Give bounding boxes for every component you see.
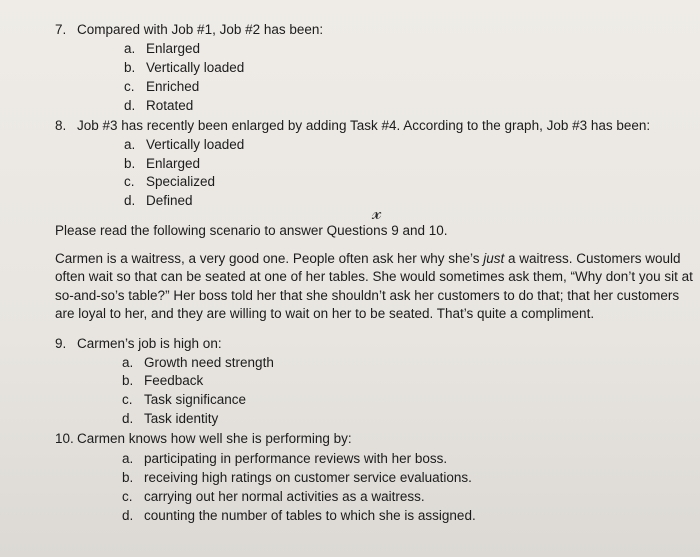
intro-text-after: and 10. bbox=[398, 223, 448, 238]
question-8 bbox=[55, 117, 650, 134]
intro-question-nine: 9 bbox=[391, 223, 399, 238]
scenario-line-3 bbox=[55, 287, 679, 304]
option-letter: b. bbox=[122, 470, 134, 485]
question-number: 10. bbox=[55, 431, 74, 446]
option-text: Enriched bbox=[146, 79, 200, 94]
q7-option-c bbox=[124, 78, 199, 95]
scenario-text: are loyal to her, and they are willing to wait on her to be seated. That’s quite a compliment. bbox=[55, 306, 595, 321]
option-text: Feedback bbox=[144, 373, 204, 388]
option-letter: b. bbox=[122, 373, 134, 388]
q9-option-a bbox=[122, 354, 274, 371]
option-text: Defined bbox=[146, 193, 193, 208]
question-text: Compared with Job #1, Job #2 has been: bbox=[77, 22, 324, 37]
q10-option-c bbox=[122, 488, 425, 505]
option-letter: a. bbox=[122, 451, 134, 466]
q10-option-d bbox=[122, 507, 476, 524]
q8-option-c bbox=[124, 173, 215, 190]
option-text: Vertically loaded bbox=[146, 60, 245, 75]
option-text: receiving high ratings on customer service evaluations. bbox=[144, 470, 472, 485]
option-text: participating in performance reviews with her boss. bbox=[144, 451, 448, 466]
option-text: Enlarged bbox=[146, 156, 201, 171]
option-letter: b. bbox=[124, 60, 136, 75]
option-text: Specialized bbox=[146, 174, 216, 189]
option-letter: a. bbox=[124, 41, 136, 56]
question-10 bbox=[55, 430, 352, 447]
option-letter: d. bbox=[124, 98, 136, 113]
intro-text-before: Please read the following scenario to answer Questions bbox=[55, 223, 392, 238]
question-text: Job #3 has recently been enlarged by adding Task #4. According to the graph, Job #3 has been: bbox=[77, 118, 651, 133]
question-number: 8. bbox=[55, 118, 67, 133]
scenario-text: Carmen is a waitress, a very good one. People often ask her why she’s bbox=[55, 251, 484, 266]
scenario-line-1 bbox=[55, 250, 681, 267]
q9-option-b bbox=[122, 372, 203, 389]
scenario-line-2 bbox=[55, 268, 693, 285]
question-number: 9. bbox=[55, 336, 67, 351]
scenario-line-4 bbox=[55, 305, 594, 322]
option-text: carrying out her normal activities as a waitress. bbox=[144, 489, 425, 504]
q10-option-b bbox=[122, 469, 472, 486]
option-letter: c. bbox=[122, 392, 133, 407]
q7-option-d bbox=[124, 97, 193, 114]
question-7 bbox=[55, 21, 323, 38]
option-letter: c. bbox=[124, 79, 135, 94]
option-letter: b. bbox=[124, 156, 136, 171]
scenario-text: a waitress. Customers would bbox=[504, 251, 681, 266]
q7-option-b bbox=[124, 59, 244, 76]
option-text: Task identity bbox=[144, 411, 219, 426]
question-text: Carmen’s job is high on: bbox=[77, 336, 222, 351]
option-letter: a. bbox=[124, 137, 136, 152]
scenario-italic-text: just bbox=[483, 251, 505, 266]
q10-option-a bbox=[122, 450, 447, 467]
q9-option-d bbox=[122, 410, 218, 427]
mouse-cursor-icon: 𝓍 bbox=[372, 200, 382, 224]
option-text: Enlarged bbox=[146, 41, 201, 56]
question-9 bbox=[55, 335, 222, 352]
option-text: Task significance bbox=[144, 392, 247, 407]
scenario-text: often wait so that can be seated at one of her tables. She would sometimes ask them, “Why don’t you sit at bbox=[55, 269, 693, 284]
option-letter: c. bbox=[124, 174, 135, 189]
q8-option-d bbox=[124, 192, 193, 209]
q8-option-a bbox=[124, 136, 244, 153]
option-text: counting the number of tables to which she is assigned. bbox=[144, 508, 476, 523]
scenario-text: so-and-so’s table?” Her boss told her that she shouldn’t ask her customers to do that; that her customers bbox=[55, 288, 680, 303]
option-letter: c. bbox=[122, 489, 133, 504]
option-text: Rotated bbox=[146, 98, 194, 113]
q9-option-c bbox=[122, 391, 246, 408]
option-letter: d. bbox=[122, 508, 134, 523]
option-letter: d. bbox=[122, 411, 134, 426]
option-letter: a. bbox=[122, 355, 134, 370]
option-text: Vertically loaded bbox=[146, 137, 245, 152]
option-text: Growth need strength bbox=[144, 355, 274, 370]
question-number: 7. bbox=[55, 22, 67, 37]
scenario-intro bbox=[55, 222, 448, 239]
q7-option-a bbox=[124, 40, 200, 57]
question-text: Carmen knows how well she is performing by: bbox=[77, 431, 352, 446]
q8-option-b bbox=[124, 155, 200, 172]
option-letter: d. bbox=[124, 193, 136, 208]
